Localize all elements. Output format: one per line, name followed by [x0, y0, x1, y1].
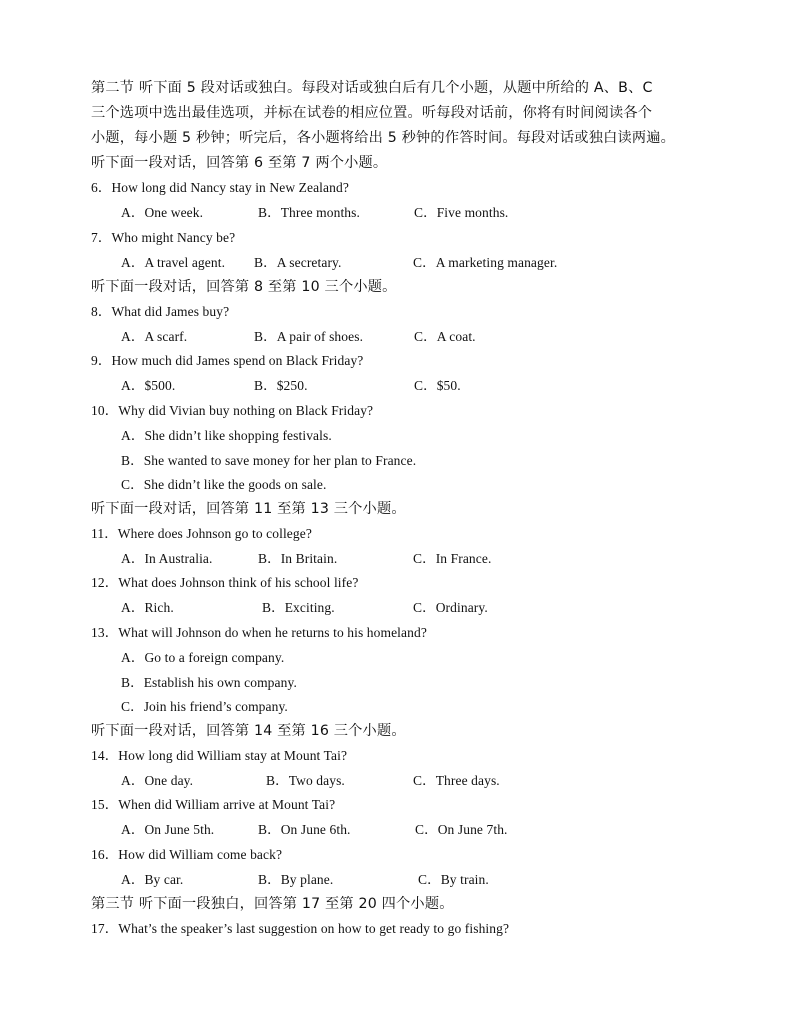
question-stem: 7．Who might Nancy be?: [91, 230, 236, 245]
option-c: C．Join his friend’s company.: [121, 699, 288, 714]
option-c: C．By train.: [418, 872, 489, 887]
option-a: A．Go to a foreign company.: [121, 650, 285, 665]
question-stem: 14．How long did William stay at Mount Tai?: [91, 748, 348, 763]
option-c: C．Five months.: [414, 205, 509, 220]
question-stem: 13．What will Johnson do when he returns to his homeland?: [91, 625, 427, 640]
group-instruction: 听下面一段对话，回答第 14 至第 16 三个小题。: [91, 723, 406, 739]
option-a: A．In Australia.: [121, 551, 213, 566]
question-stem: 17．What’s the speaker’s last suggestion on how to get ready to go fishing?: [91, 921, 510, 936]
question-stem: 11．Where does Johnson go to college?: [91, 526, 312, 541]
question-stem: 15．When did William arrive at Mount Tai?: [91, 797, 336, 812]
section2-intro-line-3: 小题，每小题 5 秒钟；听完后，各小题将给出 5 秒钟的作答时间。每段对话或独白读两遍。: [91, 130, 676, 146]
option-a: A．One day.: [121, 773, 194, 788]
option-a: A．One week.: [121, 205, 204, 220]
group-instruction: 听下面一段对话，回答第 8 至第 10 三个小题。: [91, 279, 397, 295]
question-stem: 8．What did James buy?: [91, 304, 230, 319]
option-b: B．A secretary.: [254, 255, 342, 270]
question-stem: 9．How much did James spend on Black Friday?: [91, 353, 364, 368]
option-c: C．Ordinary.: [413, 600, 488, 615]
option-a: A．On June 5th.: [121, 822, 215, 837]
question-stem: 10．Why did Vivian buy nothing on Black Friday?: [91, 403, 374, 418]
option-a: A．She didn’t like shopping festivals.: [121, 428, 332, 443]
group-instruction: 听下面一段对话，回答第 11 至第 13 三个小题。: [91, 501, 406, 517]
option-c: C．A coat.: [414, 329, 476, 344]
section2-intro-line-1: 第二节 听下面 5 段对话或独白。每段对话或独白后有几个小题，从题中所给的 A、B、C: [91, 80, 653, 96]
option-b: B．By plane.: [258, 872, 334, 887]
option-a: A．By car.: [121, 872, 184, 887]
option-a: A．A scarf.: [121, 329, 188, 344]
option-c: C．On June 7th.: [415, 822, 508, 837]
option-a: A．A travel agent.: [121, 255, 226, 270]
option-b: B．$250.: [254, 378, 308, 393]
question-stem: 6．How long did Nancy stay in New Zealand?: [91, 180, 349, 195]
option-a: A．$500.: [121, 378, 176, 393]
option-b: B．Three months.: [258, 205, 360, 220]
option-b: B．A pair of shoes.: [254, 329, 364, 344]
question-stem: 16．How did William come back?: [91, 847, 283, 862]
question-stem: 12．What does Johnson think of his school life?: [91, 575, 359, 590]
option-b: B．She wanted to save money for her plan to France.: [121, 453, 417, 468]
option-b: B．Two days.: [266, 773, 345, 788]
option-b: B．In Britain.: [258, 551, 338, 566]
option-b: B．Exciting.: [262, 600, 335, 615]
option-c: C．She didn’t like the goods on sale.: [121, 477, 327, 492]
section2-intro-line-2: 三个选项中选出最佳选项，并标在试卷的相应位置。听每段对话前，你将有时间阅读各个: [91, 105, 653, 121]
option-c: C．Three days.: [413, 773, 500, 788]
option-b: B．On June 6th.: [258, 822, 351, 837]
option-b: B．Establish his own company.: [121, 675, 297, 690]
option-c: C．A marketing manager.: [413, 255, 558, 270]
option-a: A．Rich.: [121, 600, 174, 615]
option-c: C．$50.: [414, 378, 461, 393]
option-c: C．In France.: [413, 551, 492, 566]
group-instruction: 听下面一段对话，回答第 6 至第 7 两个小题。: [91, 155, 388, 171]
section3-instruction: 第三节 听下面一段独白，回答第 17 至第 20 四个小题。: [91, 896, 454, 912]
